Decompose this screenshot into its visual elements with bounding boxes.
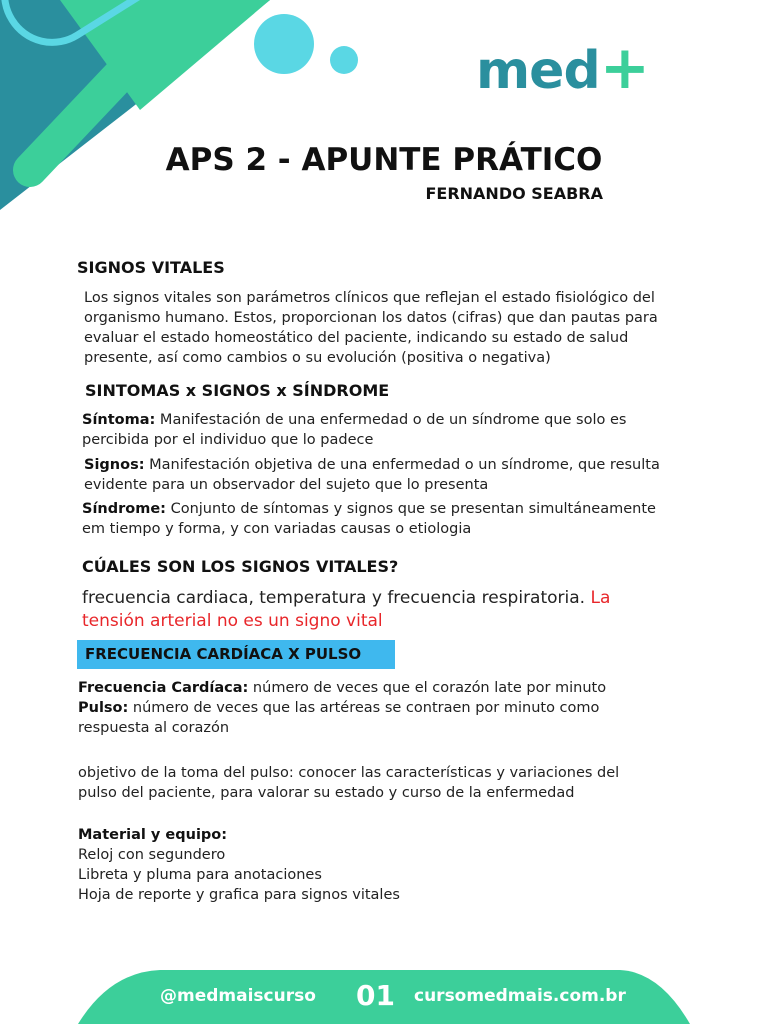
definition-text: Manifestación objetiva de una enfermedad o un síndrome, que resulta <box>144 457 660 473</box>
section-heading-sintomas: SINTOMAS x SIGNOS x SÍNDROME <box>85 381 390 400</box>
signos-vitales-list <box>82 587 610 633</box>
list-item: Libreta y pluma para anotaciones <box>78 867 322 883</box>
definition-text: evidente para un observador del sujeto que lo presenta <box>84 477 489 493</box>
logo-plus: + <box>599 33 649 103</box>
author-name: FERNANDO SEABRA <box>425 184 603 203</box>
definition-text: Manifestación de una enfermedad o de un síndrome que solo es <box>155 412 627 428</box>
material-list <box>78 825 400 905</box>
page-title: APS 2 - APUNTE PRÁTICO <box>165 142 603 178</box>
paragraph-line: objetivo de la toma del pulso: conocer las características y variaciones del <box>78 765 620 781</box>
material-heading: Material y equipo: <box>78 827 228 843</box>
warning-text: tensión arterial no es un signo vital <box>82 611 383 631</box>
term-sintoma: Síntoma: <box>82 412 156 428</box>
footer-instagram: @medmaiscurso <box>160 986 316 1006</box>
list-item: Hoja de reporte y grafica para signos vitales <box>78 887 400 903</box>
section-heading-cuales: CÚALES SON LOS SIGNOS VITALES? <box>82 557 399 576</box>
paragraph-line: evaluar el estado homeostático del paciente, indicando su estado de salud <box>84 330 629 346</box>
paragraph-line: organismo humano. Estos, proporcionan los datos (cifras) que dan pautas para <box>84 310 658 326</box>
signos-vitales-paragraph <box>84 288 658 368</box>
header-decoration <box>0 0 768 260</box>
term-signos: Signos: <box>84 457 145 473</box>
term-frecuencia-cardiaca: Frecuencia Cardíaca: <box>78 680 249 696</box>
brand-logo <box>476 33 649 103</box>
term-sindrome: Síndrome: <box>82 501 166 517</box>
list-item: Reloj con segundero <box>78 847 226 863</box>
frecuencia-definitions <box>78 678 606 738</box>
paragraph-line: presente, así como cambios o su evolución (positiva o negativa) <box>84 350 551 366</box>
section-banner-frecuencia: FRECUENCIA CARDÍACA X PULSO <box>77 640 395 669</box>
definition-text: respuesta al corazón <box>78 720 230 736</box>
page-number: 01 <box>356 979 395 1012</box>
definition-text: número de veces que las artéreas se contraen por minuto como <box>128 700 600 716</box>
definition-sindrome <box>82 499 656 539</box>
logo-text: med <box>476 41 600 101</box>
section-heading-signos-vitales: SIGNOS VITALES <box>77 258 225 277</box>
definition-text: número de veces que el corazón late por minuto <box>248 680 607 696</box>
footer-website: cursomedmais.com.br <box>414 986 626 1006</box>
term-pulso: Pulso: <box>78 700 129 716</box>
definition-text: percibida por el individuo que lo padece <box>82 432 374 448</box>
paragraph-line: Los signos vitales son parámetros clínicos que reflejan el estado fisiológico del <box>84 290 655 306</box>
warning-text: La <box>590 588 611 608</box>
definition-signos <box>84 455 660 495</box>
vital-signs-text: frecuencia cardiaca, temperatura y frecuencia respiratoria. <box>82 588 591 608</box>
definition-sintoma <box>82 410 626 450</box>
paragraph-line: pulso del paciente, para valorar su estado y curso de la enfermedad <box>78 785 575 801</box>
objetivo-paragraph <box>78 763 619 803</box>
definition-text: Conjunto de síntomas y signos que se presentan simultáneamente <box>165 501 656 517</box>
definition-text: em tiempo y forma, y con variadas causas o etiologia <box>82 521 472 537</box>
